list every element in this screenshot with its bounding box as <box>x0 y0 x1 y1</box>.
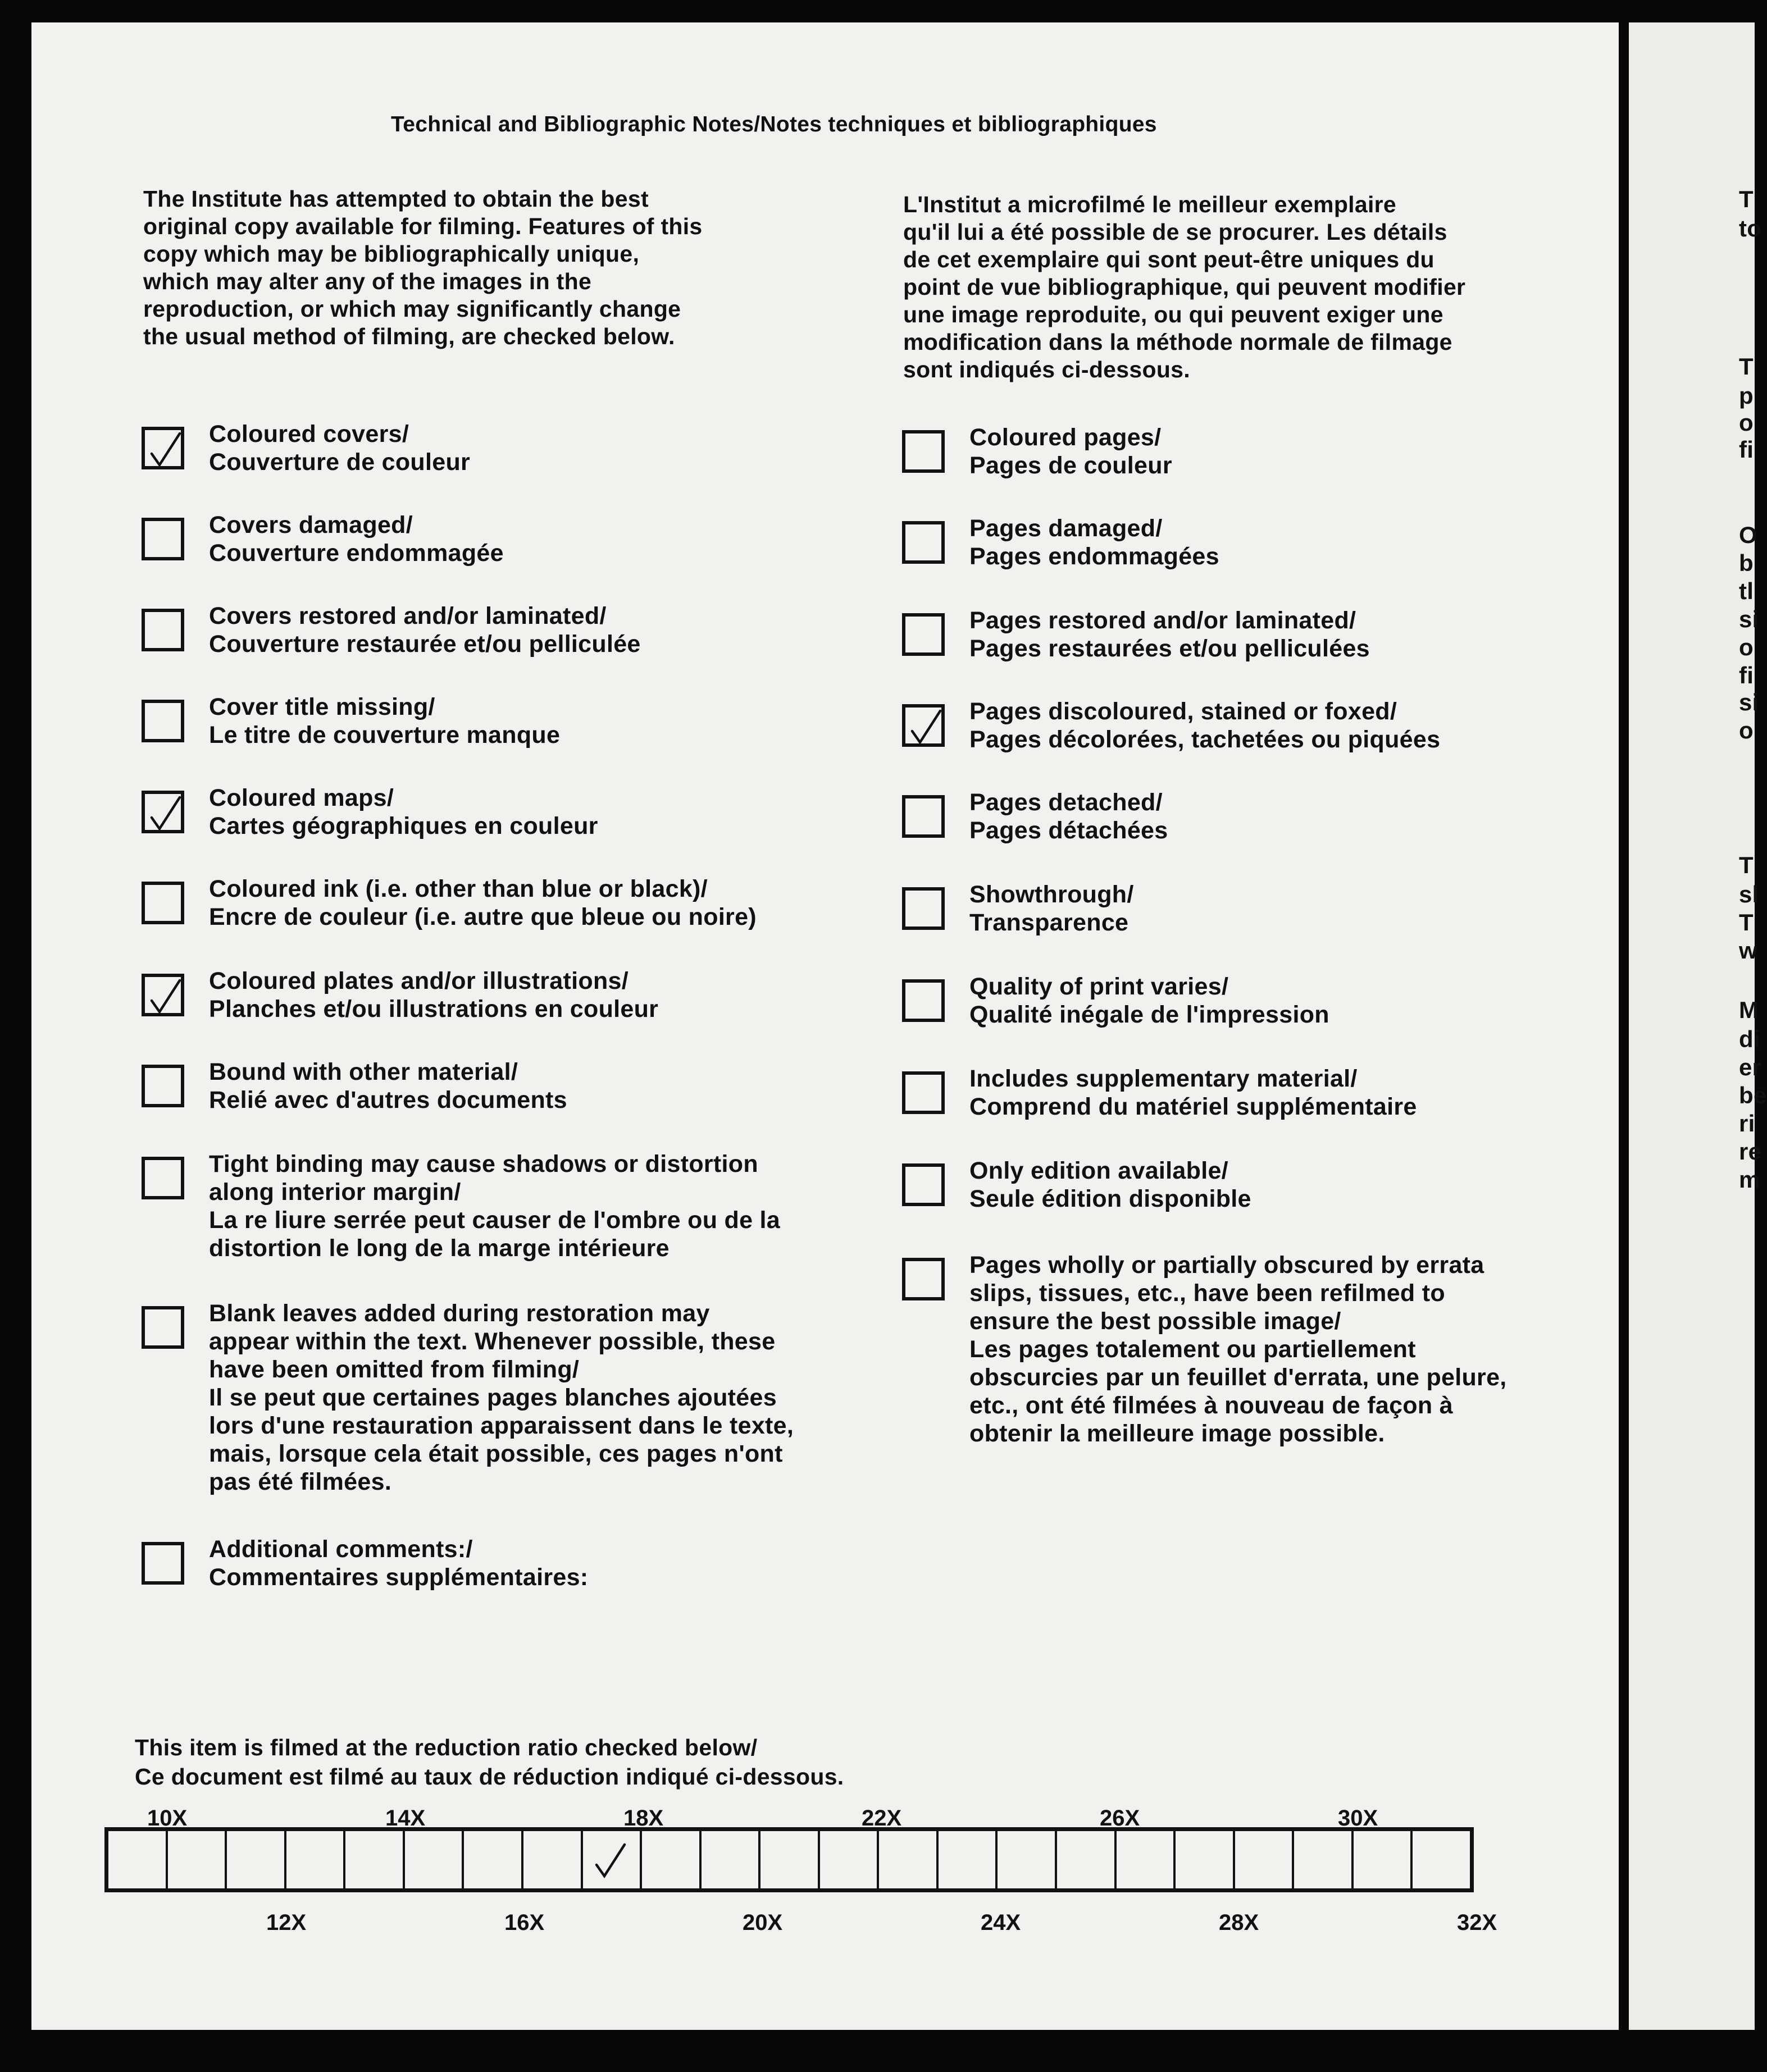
scale-cell[interactable] <box>286 1831 346 1888</box>
left-checkbox-1[interactable] <box>142 518 184 560</box>
scale-cell[interactable] <box>702 1831 761 1888</box>
scale-label-bottom: 28X <box>1219 1910 1259 1935</box>
right-item-label: Qualité inégale de l'impression <box>969 1001 1329 1028</box>
scale-cell[interactable] <box>108 1831 168 1888</box>
right-item-label: Includes supplementary material/ <box>969 1065 1358 1092</box>
left-item-label: lors d'une restauration apparaissent dans le texte, <box>209 1412 794 1439</box>
left-item-label: Coloured maps/ <box>209 784 394 811</box>
right-item-label: Les pages totalement ou partiellement <box>969 1336 1416 1363</box>
right-item-label: Pages endommagées <box>969 543 1219 570</box>
scale-cell[interactable] <box>998 1831 1057 1888</box>
intro-fr-line: point de vue bibliographique, qui peuvent modifier <box>903 274 1466 300</box>
scale-cell[interactable] <box>523 1831 583 1888</box>
edge-fragment: to <box>1739 215 1762 241</box>
edge-fragment: er <box>1739 1054 1762 1080</box>
right-item-label: Pages décolorées, tachetées ou piquées <box>969 726 1441 753</box>
left-item-label: Cover title missing/ <box>209 693 435 720</box>
right-item-label: Showthrough/ <box>969 881 1134 908</box>
edge-fragment: ri <box>1739 1110 1755 1137</box>
left-item-label: Tight binding may cause shadows or distortion <box>209 1151 758 1178</box>
intro-en-line: the usual method of filming, are checked below. <box>143 323 675 349</box>
intro-en-line: copy which may be bibliographically unique, <box>143 241 640 267</box>
checkmark-icon <box>147 431 183 471</box>
right-item-label: Only edition available/ <box>969 1157 1228 1184</box>
left-item-label: Coloured plates and/or illustrations/ <box>209 967 629 994</box>
left-checkbox-7[interactable] <box>142 1065 184 1107</box>
edge-fragment: o <box>1739 409 1754 436</box>
scale-cell[interactable] <box>168 1831 227 1888</box>
right-item-label: etc., ont été filmées à nouveau de façon à <box>969 1392 1453 1419</box>
right-item-label: Pages restored and/or laminated/ <box>969 607 1356 634</box>
left-item-label: Cartes géographiques en couleur <box>209 813 598 839</box>
right-checkbox-3[interactable] <box>902 704 945 747</box>
right-checkbox-5[interactable] <box>902 887 945 930</box>
left-checkbox-0[interactable] <box>142 427 184 469</box>
right-item-label: slips, tissues, etc., have been refilmed to <box>969 1280 1445 1307</box>
intro-en-line: The Institute has attempted to obtain the best <box>143 186 649 212</box>
scale-cell[interactable] <box>1057 1831 1117 1888</box>
edge-fragment: si <box>1739 689 1759 715</box>
scale-cell[interactable] <box>820 1831 880 1888</box>
right-item-label: Seule édition disponible <box>969 1185 1251 1212</box>
right-checkbox-0[interactable] <box>902 430 945 473</box>
reduction-ratio-scale <box>104 1827 1474 1892</box>
left-item-label: Coloured covers/ <box>209 421 409 448</box>
left-checkbox-2[interactable] <box>142 609 184 651</box>
edge-fragment: re <box>1739 1138 1762 1165</box>
right-item-label: obscurcies par un feuillet d'errata, une pelure, <box>969 1364 1507 1391</box>
left-checkbox-3[interactable] <box>142 700 184 742</box>
scale-cell[interactable] <box>760 1831 820 1888</box>
intro-fr-line: modification dans la méthode normale de filmage <box>903 329 1452 355</box>
edge-fragment: tl <box>1739 578 1754 604</box>
scale-label-top: 14X <box>385 1806 426 1831</box>
right-item-label: Pages damaged/ <box>969 515 1163 542</box>
right-checkbox-9[interactable] <box>902 1258 945 1300</box>
right-item-label: obtenir la meilleure image possible. <box>969 1420 1385 1447</box>
edge-fragment: p <box>1739 382 1754 409</box>
right-item-label: Pages détachées <box>969 817 1168 844</box>
scale-cell[interactable] <box>1294 1831 1354 1888</box>
right-item-label: Pages restaurées et/ou pelliculées <box>969 635 1370 662</box>
scale-label-bottom: 24X <box>981 1910 1021 1935</box>
left-item-label: Covers restored and/or laminated/ <box>209 603 607 629</box>
checkmark-icon <box>147 795 183 834</box>
left-checkbox-8[interactable] <box>142 1157 184 1199</box>
scale-cell[interactable] <box>1176 1831 1235 1888</box>
checkmark-icon <box>147 978 183 1017</box>
scale-cell[interactable] <box>879 1831 939 1888</box>
right-checkbox-2[interactable] <box>902 613 945 656</box>
scale-cell[interactable] <box>464 1831 523 1888</box>
scale-cell[interactable] <box>1117 1831 1176 1888</box>
left-checkbox-5[interactable] <box>142 882 184 924</box>
left-item-label: Le titre de couverture manque <box>209 722 561 749</box>
scale-cell[interactable] <box>405 1831 464 1888</box>
right-checkbox-7[interactable] <box>902 1071 945 1114</box>
scale-cell[interactable] <box>1354 1831 1413 1888</box>
edge-fragment: m <box>1739 1166 1760 1193</box>
left-item-label: Coloured ink (i.e. other than blue or black)/ <box>209 875 708 902</box>
edge-fragment: O <box>1739 522 1757 548</box>
right-item-label: Pages de couleur <box>969 452 1172 479</box>
reduction-note-fr: Ce document est filmé au taux de réduction indiqué ci-dessous. <box>135 1764 844 1790</box>
scale-label-top: 10X <box>147 1806 188 1831</box>
scale-label-top: 18X <box>623 1806 664 1831</box>
edge-fragment: sl <box>1739 881 1759 907</box>
edge-fragment: di <box>1739 1026 1760 1052</box>
right-item-label: Comprend du matériel supplémentaire <box>969 1093 1417 1120</box>
right-item-label: Quality of print varies/ <box>969 973 1229 1000</box>
intro-fr-line: sont indiqués ci-dessous. <box>903 357 1190 382</box>
scale-label-bottom: 16X <box>504 1910 545 1935</box>
right-item-label: Pages wholly or partially obscured by errata <box>969 1252 1484 1279</box>
right-item-label: Transparence <box>969 909 1129 936</box>
scale-label-top: 22X <box>862 1806 902 1831</box>
left-item-label: distortion le long de la marge intérieure <box>209 1235 670 1262</box>
left-item-label: Il se peut que certaines pages blanches ajoutées <box>209 1384 777 1411</box>
right-item-label: Pages detached/ <box>969 789 1163 816</box>
left-item-label: La re liure serrée peut causer de l'ombre ou de la <box>209 1207 780 1234</box>
right-checkbox-6[interactable] <box>902 979 945 1022</box>
left-item-label: Couverture endommagée <box>209 540 504 567</box>
edge-fragment: T <box>1739 186 1754 212</box>
reduction-note-en: This item is filmed at the reduction ratio checked below/ <box>135 1735 758 1760</box>
next-page-edge <box>1629 22 1755 2030</box>
left-item-label: pas été filmées. <box>209 1468 392 1495</box>
edge-fragment: o <box>1739 717 1754 743</box>
scale-cell[interactable] <box>939 1831 998 1888</box>
scale-cell[interactable] <box>583 1831 643 1888</box>
left-item-label: mais, lorsque cela était possible, ces pages n'ont <box>209 1440 783 1467</box>
edge-fragment: fi <box>1739 436 1754 463</box>
page-title: Technical and Bibliographic Notes/Notes techniques et bibliographiques <box>391 112 1157 136</box>
left-item-label: Couverture restaurée et/ou pelliculée <box>209 631 641 658</box>
edge-fragment: be <box>1739 1082 1767 1108</box>
scale-label-top: 30X <box>1338 1806 1378 1831</box>
right-checkbox-8[interactable] <box>902 1163 945 1206</box>
scale-label-bottom: 32X <box>1457 1910 1497 1935</box>
scale-cell[interactable] <box>227 1831 286 1888</box>
intro-en-line: which may alter any of the images in the <box>143 268 592 294</box>
left-checkbox-10[interactable] <box>142 1542 184 1585</box>
scale-cell[interactable] <box>345 1831 405 1888</box>
intro-fr-line: de cet exemplaire qui sont peut-être uniques du <box>903 247 1434 272</box>
intro-fr-line: une image reproduite, ou qui peuvent exiger une <box>903 302 1443 327</box>
edge-fragment: T <box>1739 909 1754 935</box>
scale-cell[interactable] <box>1413 1831 1470 1888</box>
edge-fragment: fi <box>1739 662 1754 688</box>
intro-fr-line: qu'il lui a été possible de se procurer. Les détails <box>903 219 1447 245</box>
intro-en-line: reproduction, or which may significantly change <box>143 296 681 322</box>
left-item-label: Encre de couleur (i.e. autre que bleue ou noire) <box>209 903 757 930</box>
edge-fragment: b <box>1739 550 1754 576</box>
right-checkbox-1[interactable] <box>902 521 945 564</box>
scale-label-bottom: 12X <box>266 1910 307 1935</box>
left-item-label: Couverture de couleur <box>209 449 471 476</box>
left-item-label: have been omitted from filming/ <box>209 1356 580 1383</box>
scale-label-bottom: 20X <box>743 1910 783 1935</box>
left-checkbox-6[interactable] <box>142 974 184 1016</box>
scale-cell[interactable] <box>1235 1831 1295 1888</box>
left-item-label: Additional comments:/ <box>209 1536 473 1563</box>
edge-fragment: T <box>1739 353 1754 380</box>
left-item-label: Commentaires supplémentaires: <box>209 1564 589 1591</box>
right-item-label: ensure the best possible image/ <box>969 1308 1341 1335</box>
left-item-label: Relié avec d'autres documents <box>209 1087 567 1113</box>
left-item-label: Covers damaged/ <box>209 512 413 538</box>
edge-fragment: si <box>1739 606 1759 632</box>
left-item-label: appear within the text. Whenever possible, these <box>209 1328 776 1355</box>
left-item-label: Planches et/ou illustrations en couleur <box>209 996 659 1023</box>
checkmark-icon <box>908 709 944 748</box>
left-item-label: Blank leaves added during restoration may <box>209 1300 710 1327</box>
edge-fragment: M <box>1739 997 1759 1023</box>
left-item-label: along interior margin/ <box>209 1179 461 1206</box>
edge-fragment: w <box>1739 937 1757 964</box>
edge-fragment: o <box>1739 634 1754 660</box>
left-checkbox-9[interactable] <box>142 1306 184 1349</box>
left-checkbox-4[interactable] <box>142 791 184 833</box>
scale-label-top: 26X <box>1100 1806 1140 1831</box>
right-item-label: Pages discoloured, stained or foxed/ <box>969 698 1397 725</box>
right-checkbox-4[interactable] <box>902 795 945 838</box>
intro-fr-line: L'Institut a microfilmé le meilleur exemplaire <box>903 191 1397 217</box>
right-item-label: Coloured pages/ <box>969 424 1162 451</box>
edge-fragment: T <box>1739 852 1754 878</box>
scale-cell[interactable] <box>642 1831 702 1888</box>
checkmark-icon <box>592 1842 628 1882</box>
left-item-label: Bound with other material/ <box>209 1058 518 1085</box>
intro-en-line: original copy available for filming. Features of this <box>143 213 703 239</box>
